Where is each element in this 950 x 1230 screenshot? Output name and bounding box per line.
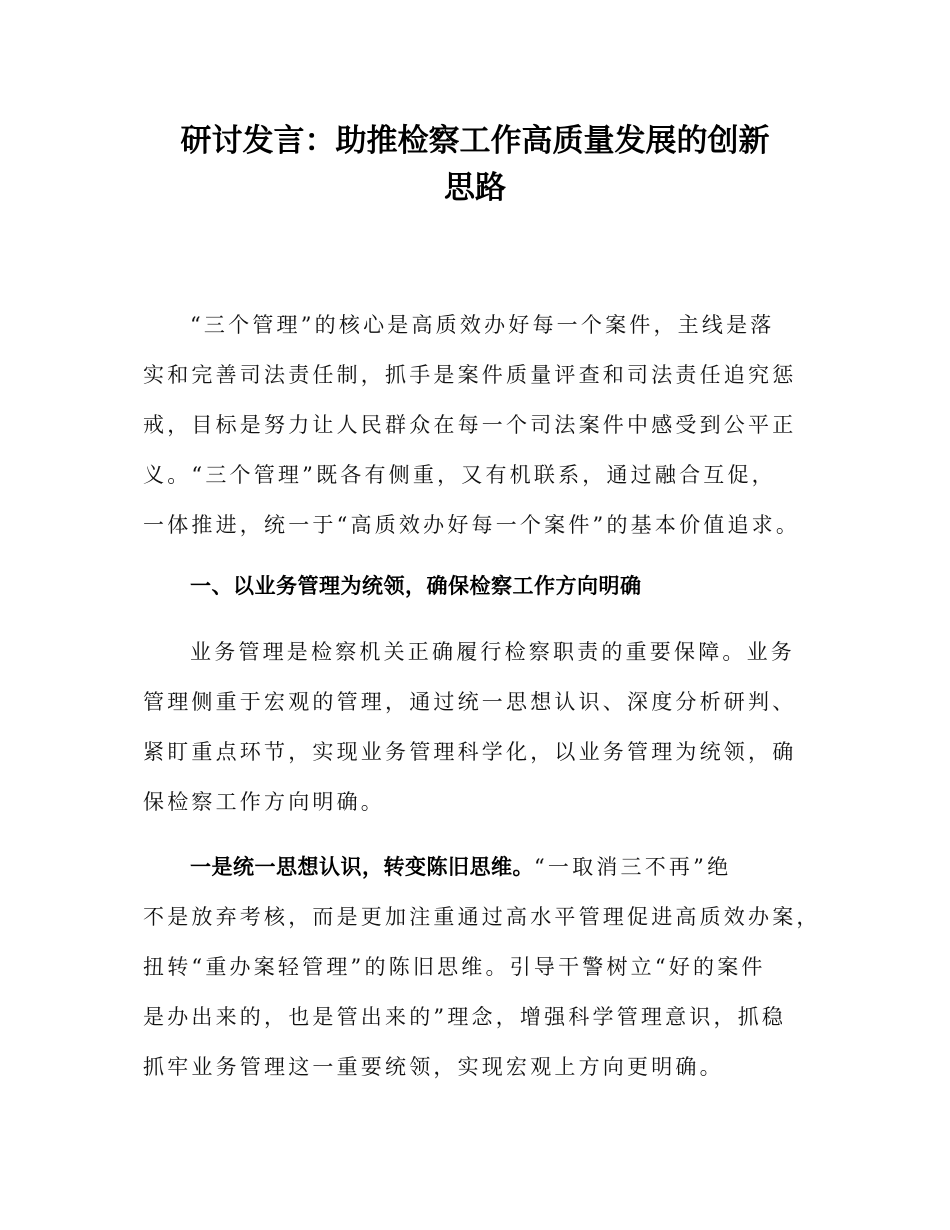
paragraph-3-line-1-text: “一取消三不再”绝 [534, 855, 732, 879]
paragraph-2-line-1: 业务管理是检察机关正确履行检察职责的重要保障。业务 [190, 640, 795, 664]
paragraph-3-lead: 一是统一思想认识，转变陈旧思维。 [190, 855, 534, 879]
paragraph-3-line-3: 扭转“重办案轻管理”的陈旧思维。引导干警树立“好的案件 [143, 955, 766, 979]
paragraph-3-line-4: 是办出来的，也是管出来的”理念，增强科学管理意识，抓稳 [143, 1005, 787, 1029]
paragraph-3-line-2: 不是放弃考核，而是更加注重通过高水平管理促进高质效办案， [143, 905, 821, 929]
paragraph-2-line-2: 管理侧重于宏观的管理，通过统一思想认识、深度分析研判、 [143, 690, 797, 714]
paragraph-1-line-4: 义。“三个管理”既各有侧重，又有机联系，通过融合互促， [143, 463, 776, 487]
paragraph-3-line-5: 抓牢业务管理这一重要统领，实现宏观上方向更明确。 [143, 1055, 724, 1079]
paragraph-2-line-4: 保检察工作方向明确。 [143, 790, 385, 814]
paragraph-1-line-3: 戒，目标是努力让人民群众在每一个司法案件中感受到公平正 [143, 413, 797, 437]
paragraph-1-line-2: 实和完善司法责任制，抓手是案件质量评查和司法责任追究惩 [143, 363, 797, 387]
paragraph-1-line-5: 一体推进，统一于“高质效办好每一个案件”的基本价值追求。 [143, 513, 801, 537]
document-title-line-2: 思路 [444, 170, 506, 206]
paragraph-2-line-3: 紧盯重点环节，实现业务管理科学化，以业务管理为统领，确 [143, 740, 797, 764]
paragraph-3-line-1 [190, 852, 731, 882]
document-title-line-1: 研讨发言：助推检察工作高质量发展的创新 [180, 123, 770, 159]
section-1-heading: 一、以业务管理为统领，确保检察工作方向明确 [190, 574, 642, 598]
paragraph-1-line-1: “三个管理”的核心是高质效办好每一个案件，主线是落 [190, 313, 775, 337]
